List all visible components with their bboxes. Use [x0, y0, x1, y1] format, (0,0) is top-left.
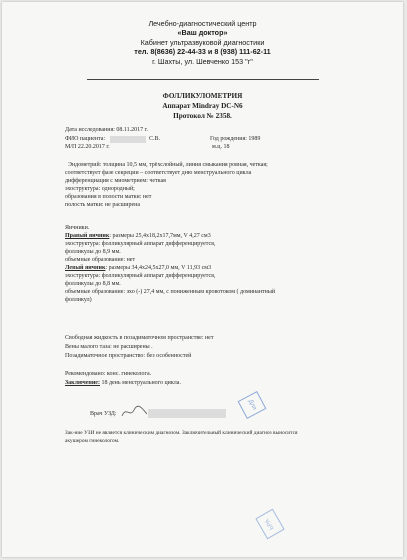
conclusion-line	[65, 380, 181, 386]
retrouterine-space: Позадиматочное пространство: без особенностей	[65, 353, 192, 359]
document-title: ФОЛЛИКУЛОМЕТРИЯ	[162, 92, 243, 100]
last-period: М/П 22.20.2017 г.	[65, 144, 110, 150]
exam-date: Дата исследования: 08.11.2017 г.	[65, 127, 148, 133]
document-page	[2, 2, 403, 557]
redacted-doctor-name	[148, 409, 226, 418]
endometrium-line-1: Эндометрий: толщина 10,5 мм, трёхслойный, линия смыкания ровная, четкая;	[68, 162, 268, 168]
clinic-brand: «Ваш доктор»	[177, 28, 228, 37]
endometrium-line-6: полость матки: не расширена	[65, 202, 141, 208]
left-ovary-label: Левый яичник	[65, 265, 106, 271]
protocol-number: Протокол № 2358.	[173, 112, 232, 120]
clinic-name: Лечебно-диагностический центр	[148, 19, 257, 28]
left-ovary-size: : размеры 34,4х24,5х27,0 мм, V 11,93 см3	[105, 265, 212, 271]
left-ovary-masses-cont: фолликул)	[65, 297, 92, 303]
disclaimer-line-2: акушером гинекологом.	[65, 438, 120, 444]
patient-initials: С.В.	[149, 136, 161, 142]
right-ovary-echo: эхоструктура: фолликулярный аппарат дифференцируется,	[65, 241, 216, 247]
clinic-department: Кабинет ультразвуковой диагностики	[140, 38, 265, 47]
birth-year: Год рождения: 1989	[210, 136, 261, 142]
right-ovary-line	[65, 233, 211, 239]
stamp-mark: Для	[238, 391, 267, 419]
ovaries-heading: Яичники.	[65, 225, 90, 231]
left-ovary-follicles: фолликулы до 8,8 мм.	[65, 281, 121, 287]
recommendation: Рекомендовано: конс. гинеколога.	[65, 371, 152, 377]
conclusion-label: Заключение:	[65, 380, 100, 386]
free-fluid: Свободная жидкость в позадиматочном пространстве: нет	[65, 335, 214, 341]
header-divider	[87, 79, 319, 80]
cycle-day: м.ц. 18	[212, 144, 230, 150]
left-ovary-masses: объемные образование: эхо (-) 27,4 мм, с пониженным кровотоком ( доминантный	[65, 289, 276, 295]
left-ovary-echo: эхоструктура: фолликулярный аппарат дифференцируется,	[65, 273, 216, 279]
pelvic-veins: Вены малого таза: не расширены .	[65, 344, 153, 350]
right-ovary-label: Правый яичник	[65, 233, 110, 239]
right-ovary-follicles: фолликулы до 8,9 мм.	[65, 249, 121, 255]
clinic-address: г. Шахты, ул. Шевченко 153 "г"	[152, 57, 253, 66]
device-line: Аппарат Mindray DC-N6	[162, 102, 243, 110]
right-ovary-size: : размеры 25,4х18,2х17,7мм, V 4,27 см3	[109, 233, 211, 239]
doctor-label: Врач УЗД:	[90, 411, 117, 417]
endometrium-line-3: дифференциация с миометрием: четкая	[65, 178, 166, 184]
disclaimer-line-1: Зак-ние УЗИ не является клиническим диагнозом. Заключительный клинический диагноз выносится	[65, 430, 298, 436]
endometrium-line-5: образования в полости матки: нет	[65, 194, 152, 200]
clinic-phones: тел. 8(8636) 22-44-33 и 8 (938) 111-62-11	[134, 47, 271, 56]
faded-stamp-mark: ЬРА	[255, 509, 284, 540]
redacted-name	[110, 136, 146, 143]
patient-name-label: ФИО пациента:	[65, 136, 106, 142]
right-ovary-masses: объемные образование: нет	[65, 257, 136, 263]
left-ovary-line	[65, 265, 211, 271]
conclusion-text: 18 день менструального цикла.	[99, 380, 181, 386]
endometrium-line-4: эхоструктура: однородный;	[65, 186, 135, 192]
doctor-signature	[120, 404, 150, 420]
endometrium-line-2: соответствует фазе секреции – соответствует дню менструального цикла	[65, 170, 252, 176]
